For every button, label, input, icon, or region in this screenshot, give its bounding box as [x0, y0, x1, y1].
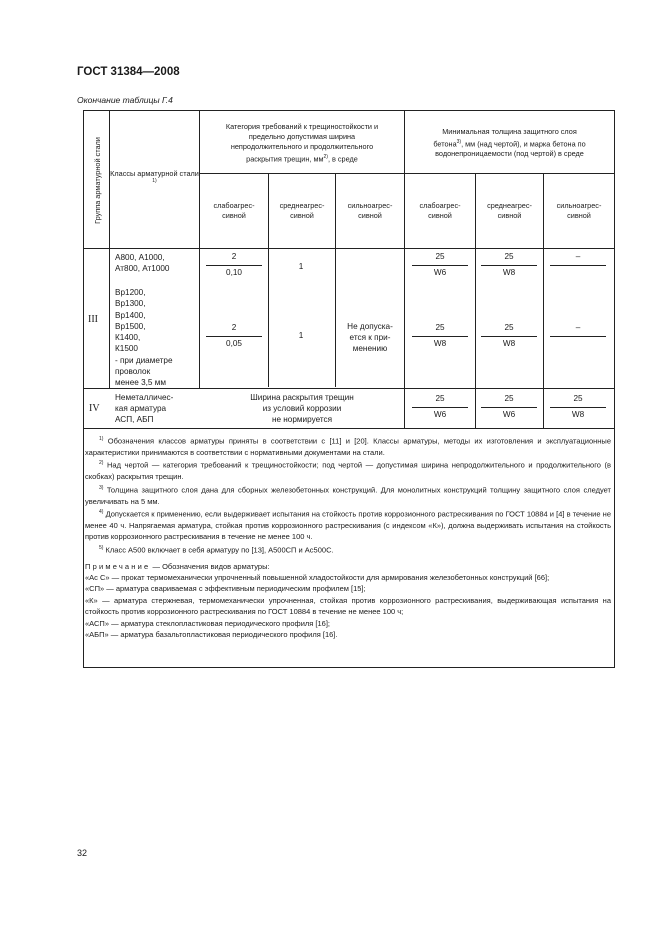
group-IV-classes: Неметалличес- кая арматура АСП, АБП	[115, 393, 174, 424]
r2-crack-weak-category: 2	[231, 323, 237, 332]
group-III-classes-a: А800, А1000, Ат800, Ат1000	[115, 253, 170, 273]
env-medium-header: среднеагрес- сивной	[279, 201, 325, 220]
r1-crack-medium: 1	[298, 262, 304, 271]
r1-cover-weak: 25	[435, 252, 445, 261]
group-IV-label: IV	[89, 403, 100, 414]
r2-grade-medium: W8	[502, 339, 516, 348]
r3-grade-medium: W6	[502, 410, 516, 419]
footnote-5: $^{5)}$ Класс А500 включает в себя арматуру по [13], А500СП и Ас500С.	[99, 544, 334, 555]
table-continuation-caption: Окончание таблицы Г.4	[77, 95, 173, 105]
group-III-classes-b: Вр1200, Вр1300, Вр1400, Вр1500, К1400, К1500 - при диаметре проволок менее 3,5 мм	[115, 288, 173, 388]
note-item-ac-c: «Ас С» — прокат термомеханически упрочненный повышенной хладостойкости для армирования железобетонных конструкций [66];	[85, 572, 550, 582]
env-strong-header: сильноагрес- сивной	[347, 201, 393, 220]
r2-cover-medium: 25	[504, 323, 514, 332]
note-item-sp: «СП» — арматура свариваемая с эффективным периодическим профилем [15];	[85, 584, 366, 594]
note-item-abp: «АБП» — арматура базальтопластиковая периодического профиля [16].	[85, 630, 338, 639]
r2-cover-strong: –	[575, 323, 581, 332]
classes-column-header: Классы арматурной стали 1)	[110, 168, 199, 184]
r1-grade-weak: W6	[433, 268, 447, 277]
footnote-3: $^{3)}$ Толщина защитного слоя дана для сборных железобетонных конструкций. Для монолитных конструкций толщину защитного слоя следует увеличивать на 5 мм.	[85, 484, 611, 506]
note-intro: Примечание — Обозначения видов арматуры:	[85, 561, 270, 571]
document-code: ГОСТ 31384—2008	[77, 66, 180, 78]
r2-crack-weak-width: 0,05	[226, 339, 242, 348]
group-IV-crack-note: Ширина раскрытия трещин из условий коррозии не нормируется	[250, 393, 354, 424]
r3-grade-weak: W6	[433, 410, 447, 419]
env-strong-header-cover: сильноагрес- сивной	[556, 201, 602, 220]
r3-cover-weak: 25	[435, 394, 445, 403]
footnote-1: $^{1)}$ Обозначения классов арматуры приняты в соответствии с [11] и [20]. Классы арматуры, методы их изготовления и эксплуатационные характеристики принимаются в соответствии с нормативными документами на стали.	[85, 436, 611, 457]
crack-category-header: Категория требований к трещиностойкости и предельно допустимая ширина непродолжительного и продолжительного раскрытия трещин, $мм^{2)}$, в среде	[225, 121, 379, 164]
r3-grade-strong: W8	[571, 410, 585, 419]
r3-cover-medium: 25	[504, 394, 514, 403]
cover-thickness-header: Минимальная толщина защитного слоя бетона$^{3)}$, мм (над чертой), и марка бетона по водонепроницаемости (под чертой) в среде	[433, 126, 586, 159]
r2-crack-medium: 1	[298, 331, 304, 340]
r3-cover-strong: 25	[573, 394, 583, 403]
group-column-header: Группа арматурной стали	[92, 136, 102, 224]
r1-crack-weak-category: 2	[231, 252, 237, 261]
r1-crack-weak-width: 0,10	[226, 268, 242, 277]
note-item-asp: «АСП» — арматура стеклопластиковая периодического профиля [16];	[85, 618, 331, 628]
group-III-label: III	[88, 314, 98, 325]
footnote-4: $^{4)}$ Допускается к применению, если выдерживает испытания на стойкость против коррозионного растрескивания по ГОСТ 10884 и [4] в течение не менее 40 ч. Напрягаемая арматура, стойкая против коррозионного растрескивания (с индексом «К»), должна выдерживать испытания на стойкость против коррозионного растрескивания в течение не менее 100 ч.	[85, 508, 611, 542]
note-item-k: «К» — арматура стержневая, термомеханически упрочненная, стойкая против коррозионного растрескивания, выдерживающая испытания на стойкость против коррозионного растрескивания по ГОСТ 10884 в течение не менее 100 ч;	[85, 595, 611, 617]
env-weak-header: слабоагрес- сивной	[213, 201, 255, 220]
r1-cover-strong: –	[575, 252, 581, 261]
env-medium-header-cover: среднеагрес- сивной	[487, 201, 532, 220]
footnote-2: $^{2)}$ Над чертой — категория требований к трещиностойкости; под чертой — допустимая ширина непродолжительного и продолжительного (в скобках) раскрытия трещин.	[85, 460, 611, 482]
table-notes	[85, 434, 611, 640]
strong-not-allowed: Не допуска- ется к при- менению	[347, 322, 393, 353]
env-weak-header-cover: слабоагрес- сивной	[419, 201, 461, 220]
r2-grade-weak: W8	[433, 339, 447, 348]
r1-cover-medium: 25	[504, 252, 514, 261]
r1-grade-medium: W8	[502, 268, 516, 277]
r2-cover-weak: 25	[435, 323, 445, 332]
page-number: 32	[77, 848, 88, 858]
